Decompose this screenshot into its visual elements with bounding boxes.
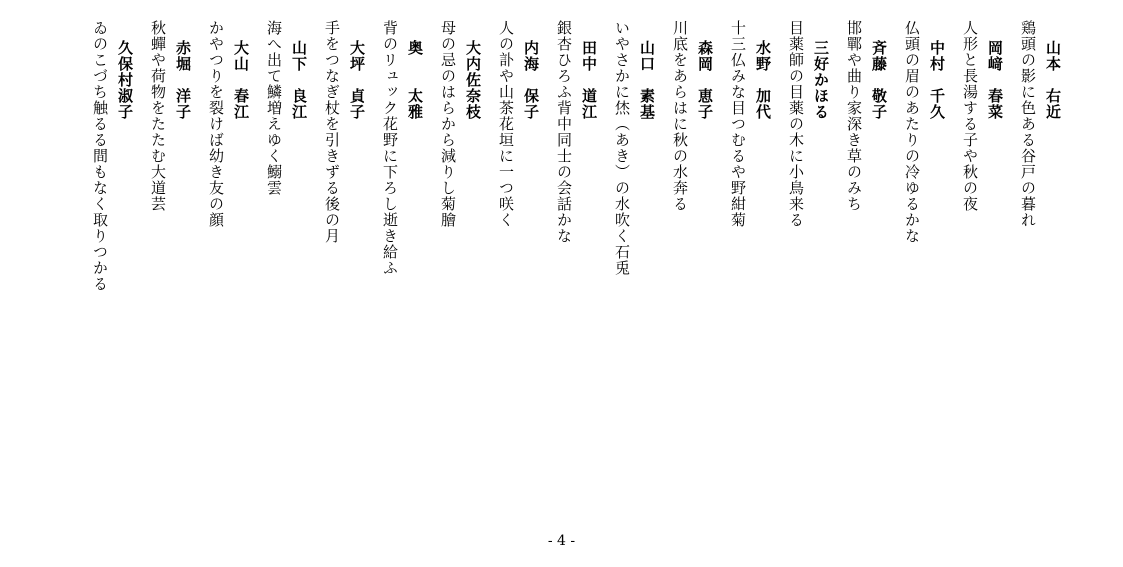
haiku-text: 人の訃や山茶花垣に一つ咲く	[497, 20, 515, 228]
author-name: 三好かほる	[812, 40, 830, 120]
haiku-text: 銀杏ひろふ背中同士の会話かな	[555, 20, 573, 244]
author-name: 大内佐奈枝	[464, 40, 482, 120]
author-name: 内海 保子	[522, 40, 540, 120]
haiku-text: 十三仏みな目つむるや野紺菊	[729, 20, 747, 228]
haiku-text: 鶏頭の影に色ある谷戸の暮れ	[1019, 20, 1037, 228]
author-name: 大坪 貞子	[348, 40, 366, 120]
haiku-text: 背のリュック花野に下ろし逝き給ふ	[381, 20, 399, 276]
author-name: 赤堀 洋子	[174, 40, 192, 120]
haiku-text: 海へ出て鱗増えゆく鰯雲	[265, 20, 283, 196]
author-name: 大山 春江	[232, 40, 250, 120]
haiku-text: ゐのこづち触るる間もなく取りつかる	[91, 20, 109, 292]
haiku-text: 母の忌のはらから減りし菊膾	[439, 20, 457, 228]
author-name: 山下 良江	[290, 40, 308, 120]
author-name: 中村 千久	[928, 40, 946, 120]
haiku-text: 手をつなぎ杖を引きずる後の月	[323, 20, 341, 244]
author-name: 奥 太雅	[406, 40, 424, 120]
author-name: 山口 素基	[638, 40, 656, 120]
haiku-text: 人形と長湯する子や秋の夜	[961, 20, 979, 212]
author-name: 久保村淑子	[116, 40, 134, 120]
haiku-text: 川底をあらはに秋の水奔る	[671, 20, 689, 212]
haiku-text: かやつりを裂けば幼き友の顔	[207, 20, 225, 228]
author-name: 水野 加代	[754, 40, 772, 120]
author-name: 森岡 恵子	[696, 40, 714, 120]
author-name: 田中 道江	[580, 40, 598, 120]
author-name: 山本 右近	[1044, 40, 1062, 120]
haiku-text: 邯鄲や曲り家深き草のみち	[845, 20, 863, 212]
author-name: 岡﨑 春菜	[986, 40, 1004, 120]
author-name: 斉藤 敬子	[870, 40, 888, 120]
page-number: - 4 -	[547, 533, 576, 549]
haiku-columns	[90, 20, 1063, 520]
haiku-text: いやさかに烋（あき）の水吹く石兎	[613, 20, 631, 276]
haiku-text: 秋蟬や荷物をたたむ大道芸	[149, 20, 167, 212]
haiku-text: 目薬師の目薬の木に小鳥来る	[787, 20, 805, 228]
haiku-text: 仏頭の眉のあたりの冷ゆるかな	[903, 20, 921, 244]
